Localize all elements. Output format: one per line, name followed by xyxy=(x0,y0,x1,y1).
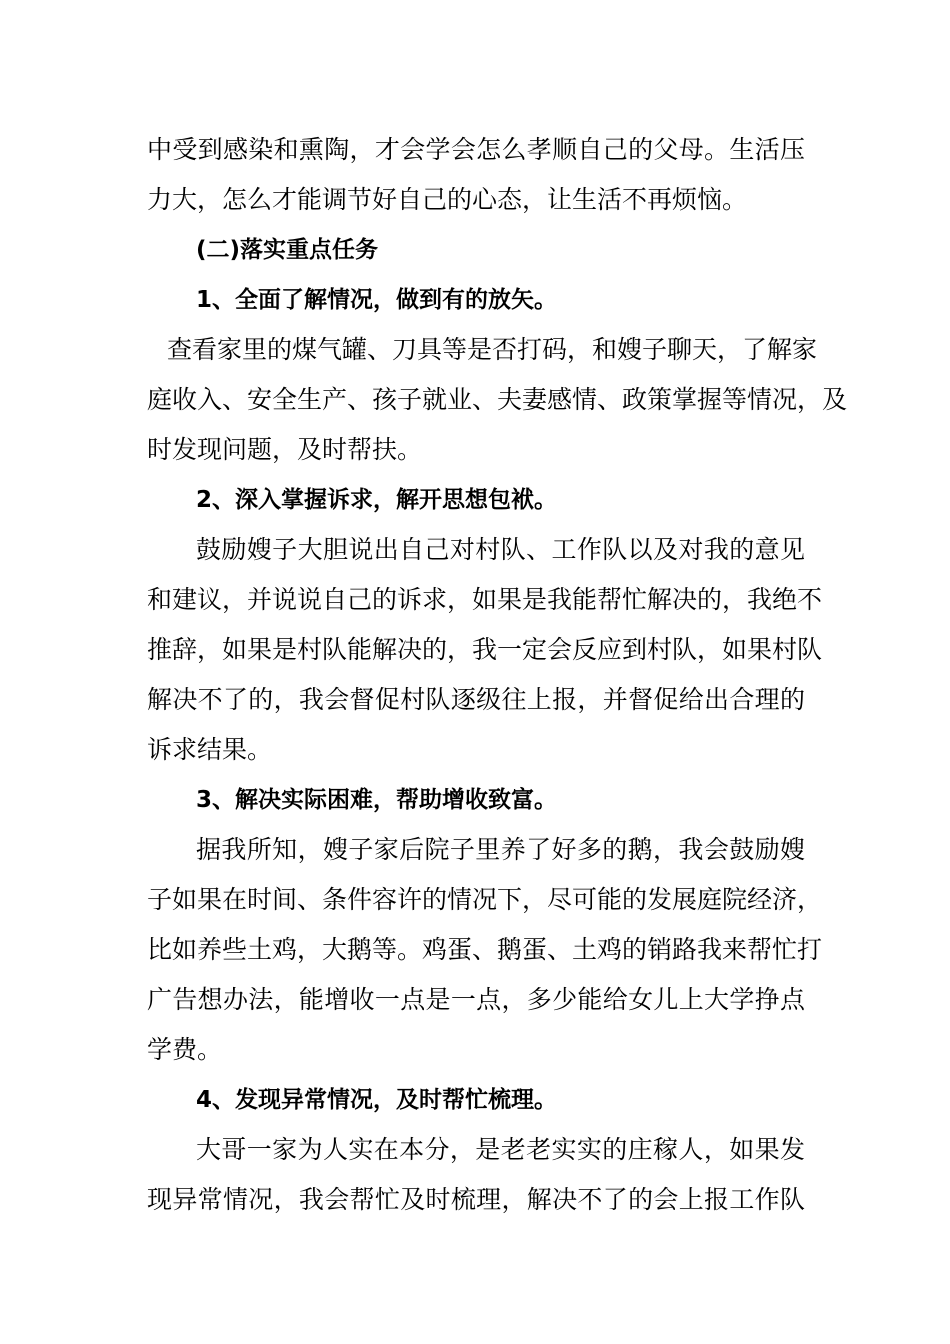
body-text-line: 时发现问题，及时帮扶。 xyxy=(147,435,423,464)
body-text-line: 比如养些土鸡，大鹅等。鸡蛋、鹅蛋、土鸡的销路我来帮忙打 xyxy=(147,935,823,964)
section-heading: (二)落实重点任务 xyxy=(196,237,379,263)
body-text-line: 大哥一家为人实在本分，是老老实实的庄稼人，如果发 xyxy=(196,1135,805,1164)
item-heading-3: 3、解决实际困难，帮助增收致富。 xyxy=(196,787,558,813)
item-heading-1: 1、全面了解情况，做到有的放矢。 xyxy=(196,287,558,313)
body-text-line: 解决不了的，我会督促村队逐级往上报，并督促给出合理的 xyxy=(147,685,805,714)
item-heading-2: 2、深入掌握诉求，解开思想包袱。 xyxy=(196,487,558,513)
body-text-line: 子如果在时间、条件容许的情况下，尽可能的发展庭院经济， xyxy=(147,885,823,914)
body-text-line: 和建议，并说说自己的诉求，如果是我能帮忙解决的，我绝不 xyxy=(147,585,823,614)
body-text-line: 学费。 xyxy=(147,1035,223,1064)
body-text-line: 现异常情况，我会帮忙及时梳理，解决不了的会上报工作队 xyxy=(147,1185,805,1214)
body-text-line: 查看家里的煤气罐、刀具等是否打码，和嫂子聊天，了解家 xyxy=(167,335,818,364)
item-heading-4: 4、发现异常情况，及时帮忙梳理。 xyxy=(196,1087,558,1113)
body-text-line: 推辞，如果是村队能解决的，我一定会反应到村队，如果村队 xyxy=(147,635,823,664)
body-text-line: 鼓励嫂子大胆说出自己对村队、工作队以及对我的意见 xyxy=(196,535,805,564)
body-text-line: 庭收入、安全生产、孩子就业、夫妻感情、政策掌握等情况，及 xyxy=(147,385,848,414)
body-text-line: 力大，怎么才能调节好自己的心态，让生活不再烦恼。 xyxy=(147,185,748,214)
body-text-line: 诉求结果。 xyxy=(147,735,273,764)
body-text-line: 广告想办法，能增收一点是一点，多少能给女儿上大学挣点 xyxy=(147,985,805,1014)
body-text-line: 据我所知，嫂子家后院子里养了好多的鹅，我会鼓励嫂 xyxy=(196,835,805,864)
body-text-line: 中受到感染和熏陶，才会学会怎么孝顺自己的父母。生活压 xyxy=(147,135,805,164)
